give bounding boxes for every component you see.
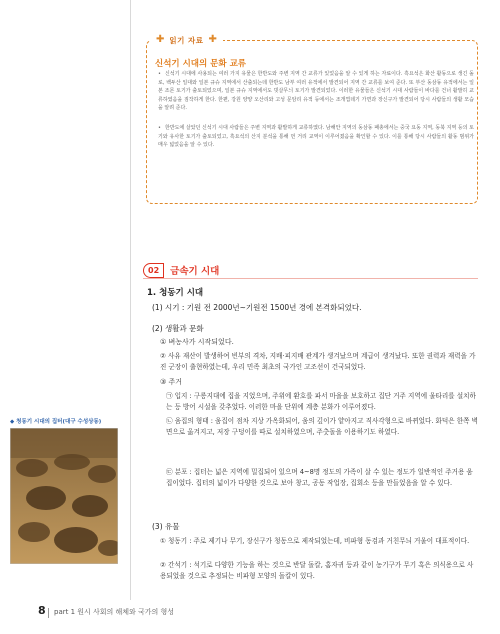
footer-text: part 1 원시 사회의 해체와 국가의 형성 — [54, 608, 175, 616]
reading-paragraph-2-text: 한반도에 살았던 신석기 시대 사람들은 주변 지역과 활발하게 교류하였다. 남해안 지역의 동삼동 패총에서는 중국 요동 지역, 동북 지역 등의 토기와 유사한 토기가 출토되었고, 흑요석의 산지 분석을 통해 먼 거리 교역이 이루어졌음을 확인할 수 있다. 이를 통해 당시 사람들의 활동 범위가 매우 넓었음을 알 수 있다. — [158, 125, 474, 149]
reading-box-header — [150, 33, 223, 47]
bullet-icon: • — [158, 125, 161, 131]
photo-caption-text: 청동기 시대의 집터(대구 수성상동) — [16, 419, 102, 425]
relics-item-1: ① 청동기 : 주로 제기나 무기, 장신구가 청동으로 제작되었는데, 비파형 동검과 거친무늬 거울이 대표적이다. — [160, 537, 470, 545]
bullet-icon: • — [158, 71, 161, 77]
reading-paragraph-1-text: 신석기 시대에 사용되는 여러 가지 유물은 한반도와 주변 지역 간 교류가 있었음을 알 수 있게 하는 자료이다. 흑요석은 화산 활동으로 생긴 돌로, 백두산 일대와 일본 규슈 지역에서 산출되는데 한반도 남부 여러 유적에서 발견되어 지역 간 교류를 보여 준다. 또 부산 동삼동 유적에서는 일본 조몬 토기가 출토되었으며, 일본 규슈 지역에서도 빗살무늬 토기가 발견되었다. 이러한 유물들은 신석기 시대 사람들이 바다를 건너 활발히 교류하였음을 짐작하게 한다. 한편, 강원 양양 오산리와 고성 문암리 유적 등에서는 조개껍데기 가면과 장신구가 발견되어 당시 사람들의 생활 모습을 알려 준다. — [158, 71, 474, 112]
diamond-icon: ◆ — [10, 419, 15, 425]
reading-paragraph-2 — [158, 124, 474, 150]
section-number-badge: 02 — [143, 263, 164, 278]
reading-title: 신석기 시대의 문화 교류 — [155, 59, 246, 69]
plus-icon: ✚ — [156, 34, 165, 45]
excavation-photo-graphic — [10, 428, 118, 564]
relics-item-2: ② 간석기 : 석기로 다양한 기능을 하는 것으로 반달 돌칼, 홈자귀 등과 같이 농기구가 무기 혹은 의식용으로 사용되었을 것으로 추정되는 비파형 모양의 돌칼이 있다. — [160, 561, 474, 580]
period-heading: (1) 시기 : 기원 전 2000년~기원전 1500년 경에 본격화되었다. — [152, 303, 362, 312]
housing-distribution: ㉢ 분포 : 집터는 넓은 지역에 밀집되어 있으며 4~8명 정도의 가족이 살 수 있는 정도가 일반적인 주거용 움집이었다. 집터의 넓이가 다양한 것으로 보아 창고, 공동 작업장, 집회소 등을 만들었음을 알 수 있다. — [166, 468, 473, 487]
plus-icon: ✚ — [208, 34, 217, 45]
section-divider — [143, 278, 478, 279]
page-number: 8 — [38, 604, 46, 617]
footer-divider — [48, 608, 49, 618]
subsection-title: 1. 청동기 시대 — [147, 288, 204, 298]
page-margin-line — [130, 0, 131, 600]
life-item-2: ② 사유 재산이 발생하여 빈부의 격차, 지배·피지배 관계가 생겨났으며 계급이 생겨났다. 또한 권력과 재력을 가진 군장이 출현하였는데, 우리 민족 최초의 국가인 고조선이 건국되었다. — [160, 352, 476, 371]
relics-heading: (3) 유물 — [152, 522, 180, 531]
excavation-photo — [10, 428, 118, 564]
section-title: 금속기 시대 — [170, 266, 220, 277]
section-heading — [143, 262, 219, 278]
photo-caption — [10, 417, 101, 425]
housing-form: ㉡ 움집의 형태 : 움집이 점차 지상 가옥화되어, 움의 깊이가 얕아지고 직사각형으로 바뀌었다. 화덕은 한쪽 벽면으로 옮겨지고, 저장 구덩이를 따로 설치하였으며, 주춧돌을 이용하기도 하였다. — [166, 417, 478, 436]
housing-location: ㉠ 입지 : 구릉지대에 집을 지었으며, 주위에 환호를 파서 마을을 보호하고 집단 거주 지역에 울타리를 설치하는 등 방어 시설을 갖추었다. 이러한 마을 단위에 계층 분화가 이루어졌다. — [166, 392, 476, 411]
reading-label: 읽기 자료 — [169, 35, 204, 45]
life-item-3: ③ 주거 — [160, 378, 183, 386]
reading-paragraph-1 — [158, 70, 474, 113]
life-item-1: ① 벼농사가 시작되었다. — [160, 338, 234, 346]
life-heading: (2) 생활과 문화 — [152, 324, 204, 333]
